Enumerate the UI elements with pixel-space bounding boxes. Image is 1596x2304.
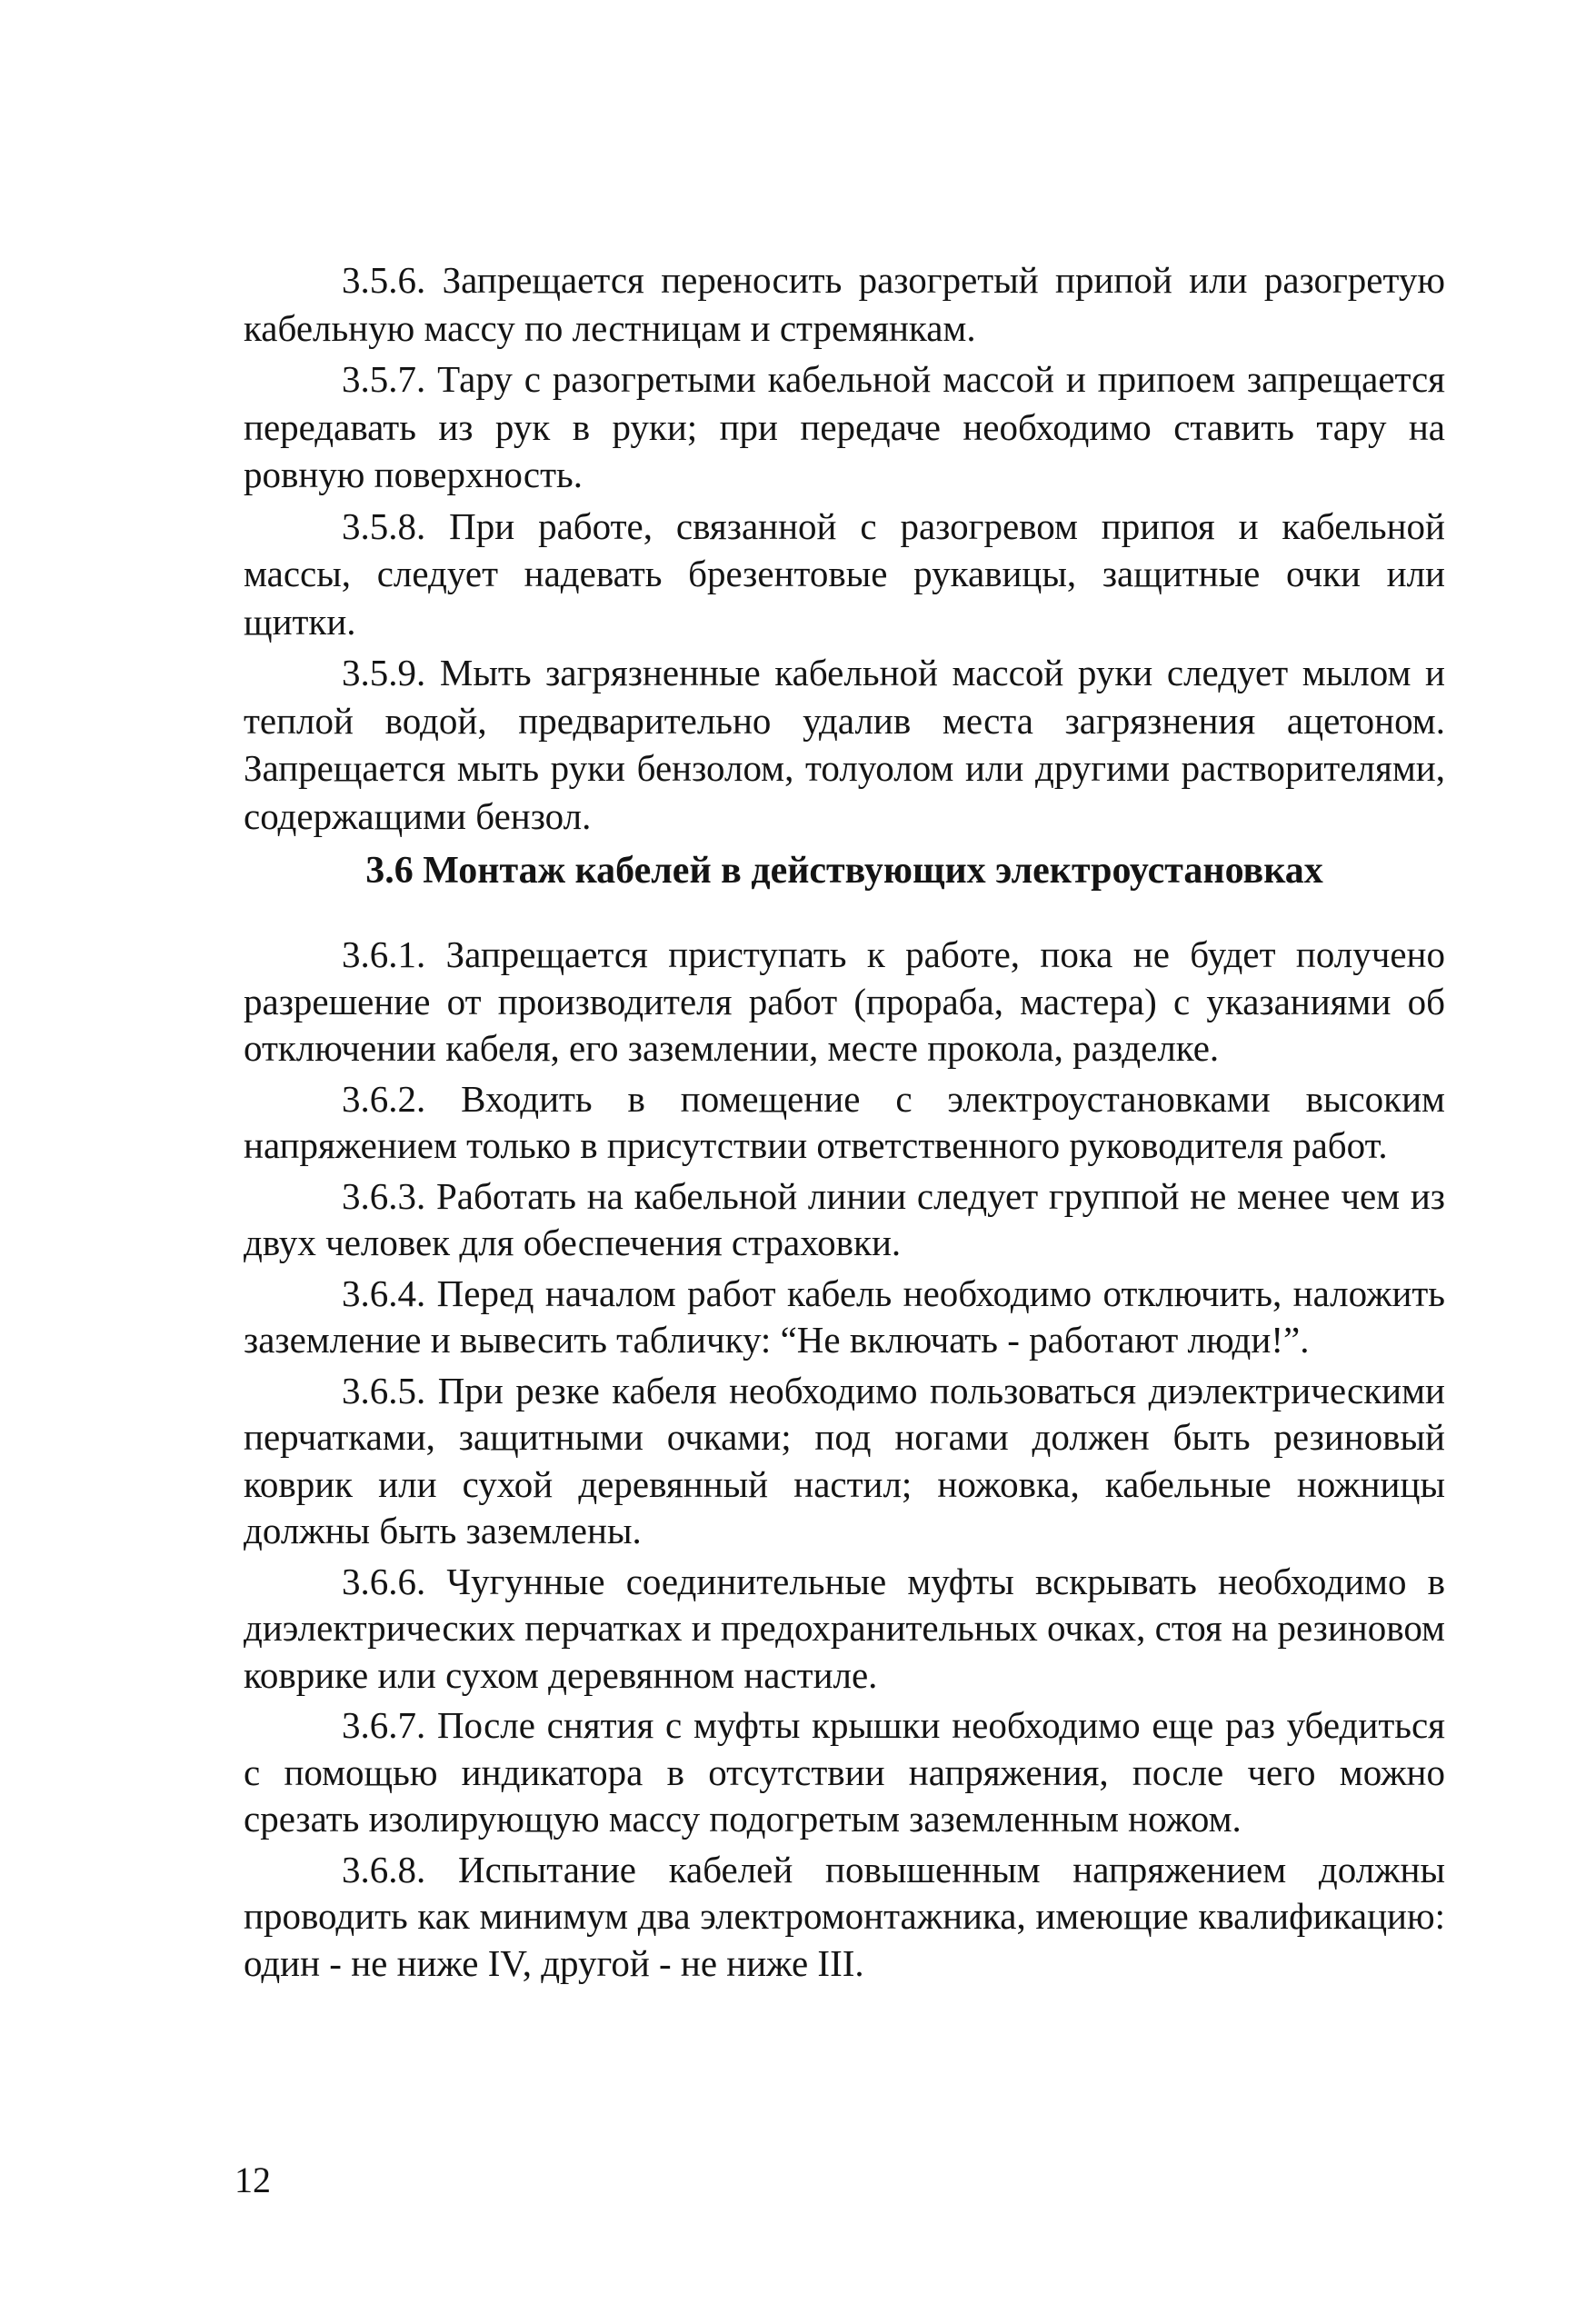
section-heading: 3.6 Монтаж кабелей в действующих электроустановках [365, 850, 1323, 892]
paragraph-3-5-9: 3.5.9. Мыть загрязненные кабельной массой руки следует мылом и теплой водой, предварительно удалив места загрязнения ацетоном. Запрещается мыть руки бензолом, толуолом или другими растворителями, содержащими бензол. [244, 652, 1445, 837]
paragraph-3-5-6: 3.5.6. Запрещается переносить разогретый припой или разогретую кабельную массу по лестницам и стремянкам. [244, 259, 1445, 349]
page-number: 12 [234, 2159, 271, 2200]
paragraph-3-6-3: 3.6.3. Работать на кабельной линии следует группой не менее чем из двух человек для обеспечения страховки. [244, 1174, 1445, 1263]
paragraph-block-3-6 [244, 932, 1445, 1990]
paragraph-3-6-6: 3.6.6. Чугунные соединительные муфты вскрывать необходимо в диэлектрических перчатках и предохранительных очках, стоя на резиновом коврике или сухом деревянном настиле. [244, 1560, 1445, 1696]
paragraph-3-5-7: 3.5.7. Тару с разогретыми кабельной массой и припоем запрещается передавать из рук в руки; при передаче необходимо ставить тару на ровную поверхность. [244, 358, 1445, 495]
paragraph-3-6-1: 3.6.1. Запрещается приступать к работе, пока не будет получено разрешение от производителя работ (прораба, мастера) с указаниями об отключении кабеля, его заземлении, месте прокола, разделке. [244, 933, 1445, 1069]
paragraph-3-6-5: 3.6.5. При резке кабеля необходимо пользоваться диэлектрическими перчатками, защитными очками; под ногами должен быть резиновый коврик или сухой деревянный настил; ножовка, кабельные ножницы должны быть заземлены. [244, 1369, 1445, 1551]
paragraph-3-6-8: 3.6.8. Испытание кабелей повышенным напряжением должны проводить как минимум два электромонтажника, имеющие квалификацию: один - не ниже IV, другой - не ниже III. [244, 1848, 1445, 1984]
paragraph-3-6-7: 3.6.7. После снятия с муфты крышки необходимо еще раз убедиться с помощью индикатора в отсутствии напряжения, после чего можно срезать изолирующую массу подогретым заземленным ножом. [244, 1704, 1445, 1840]
paragraph-3-5-8: 3.5.8. При работе, связанной с разогревом припоя и кабельной массы, следует надевать брезентовые рукавицы, защитные очки или щитки. [244, 504, 1445, 643]
paragraph-block-3-5 [244, 256, 1445, 843]
paragraph-3-6-2: 3.6.2. Входить в помещение с электроустановками высоким напряжением только в присутствии ответственного руководителя работ. [244, 1077, 1445, 1166]
paragraph-3-6-4: 3.6.4. Перед началом работ кабель необходимо отключить, наложить заземление и вывесить табличку: “Не включать - работают люди!”. [244, 1272, 1445, 1361]
